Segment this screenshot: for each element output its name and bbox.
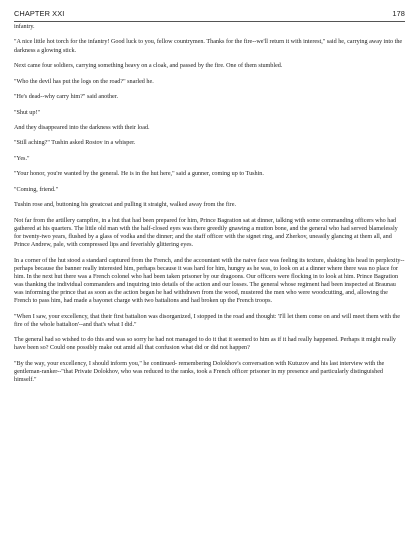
page-header bbox=[14, 0, 405, 21]
page-number: 178 bbox=[392, 9, 405, 18]
paragraph: "Shut up!" bbox=[14, 109, 40, 116]
paragraph: Not far from the artillery campfire, in a hut that had been prepared for him, Prince Bagration sat at dinner, talking with some commanding officers who had gathered at his quarters. The little old man with the half-closed eyes was there greedily gnawing a mutton bone, and the general who had served blamelessly for twenty-two years, flushed by a glass of vodka and the dinner; and the staff officer with the signet ring, and Zherkov, uneasily glancing at them all, and Prince Andrew, pale, with compressed lips and feverishly glittering eyes. bbox=[14, 217, 398, 249]
paragraph: Tushin rose and, buttoning his greatcoat and pulling it straight, walked away from the fire. bbox=[14, 202, 236, 209]
paragraph: "Coming, friend." bbox=[14, 186, 59, 193]
paragraph: "Who the devil has put the logs on the road?" snarled he. bbox=[14, 78, 154, 85]
paragraph: And they disappeared into the darkness with their load. bbox=[14, 125, 150, 131]
paragraph: "A nice little hot torch for the infantry! Good luck to you, fellow countrymen. Thanks for the fire--we'll return it with interest," said he, carrying away into the darkness a glowing stick. bbox=[14, 39, 403, 54]
paragraph: "Your honor, you're wanted by the general. He is in the hut here," said a gunner, coming up to Tushin. bbox=[14, 171, 264, 178]
paragraph: "Yes." bbox=[14, 155, 30, 162]
paragraph: The general had so wished to do this and was so sorry he had not managed to do it that it seemed to him as if it had really happened. Perhaps it might really have been so? Could one possibly make out amid all that confusion what did or did not happen? bbox=[14, 337, 396, 352]
paragraph: "When I saw, your excellency, that their first battalion was disorganized, I stopped in the road and thought: 'I'll let them come on and will meet them with the fire of the whole battalion'--and that's what I did." bbox=[14, 313, 400, 328]
chapter-title: CHAPTER XXI bbox=[14, 9, 65, 18]
paragraph: "By the way, your excellency, I should inform you," he continued- remembering Dolokhov's conversation with Kutuzov and his last interview with the gentleman-ranker--"that Private Dolokhov, who was reduced to the ranks, took a French officer prisoner in my presence and particularly distinguished himself." bbox=[14, 360, 385, 383]
paragraph: "Still aching?" Tushin asked Rostov in a whisper. bbox=[14, 140, 136, 147]
paragraph: In a corner of the hut stood a standard captured from the French, and the accountant with the naive face was feeling its texture, shaking his head in perplexity--perhaps because the banner really interested him, perhaps because it was hard for him, hungry as he was, to look on at a dinner where there was no place for him. In the next hut there was a French colonel who had been taken prisoner by our dragoons. Our officers were flocking in to look at him. Prince Bagration was thanking the individual commanders and inquiring into details of the action and our losses. The general whose regiment had been inspected at Braunau was informing the prince that as soon as the action began he had withdrawn from the wood, mustered the men who were woodcutting, and, allowing the French to pass him, had made a bayonet charge with two battalions and had broken up the French troops. bbox=[14, 257, 405, 305]
page-body bbox=[14, 22, 405, 384]
paragraph: infantry. bbox=[14, 24, 35, 30]
paragraph: Next came four soldiers, carrying something heavy on a cloak, and passed by the fire. One of them stumbled. bbox=[14, 63, 283, 70]
paragraph: "He's dead--why carry him?" said another. bbox=[14, 94, 118, 101]
